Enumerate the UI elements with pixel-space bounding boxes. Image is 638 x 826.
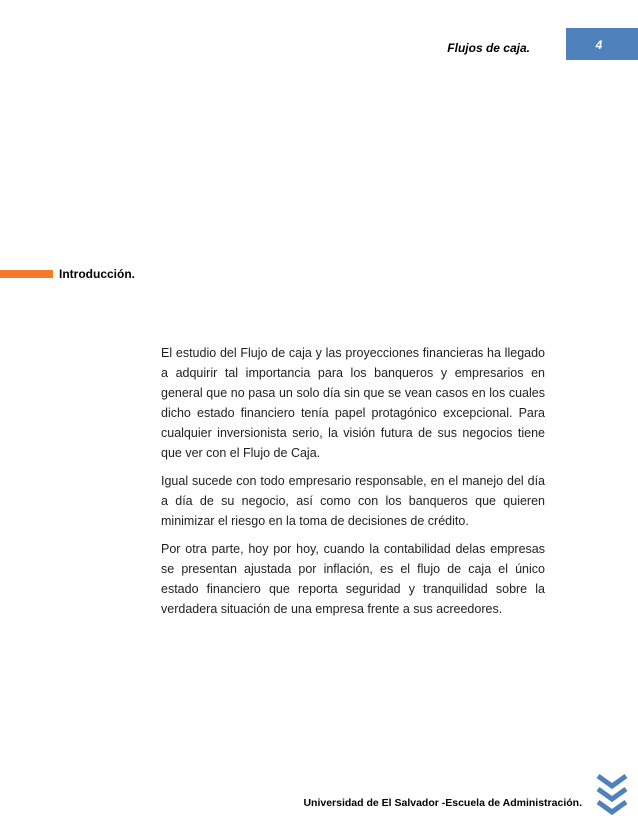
header-title: Flujos de caja. <box>447 41 530 55</box>
paragraph-3: Por otra parte, hoy por hoy, cuando la contabilidad delas empresas se presentan ajustada por inflación, es el flujo de caja el único estado financiero que reporta seguridad y tranquilidad sobre la verdadera situación de una empresa frente a sus acreedores. <box>161 542 545 616</box>
triple-chevron-down-icon <box>594 772 630 818</box>
footer-text: Universidad de El Salvador -Escuela de Administración. <box>303 797 582 809</box>
paragraph-1: El estudio del Flujo de caja y las proyecciones financieras ha llegado a adquirir tal importancia para los banqueros y empresarios en general que no pasa un solo día sin que se vean casos en los cuales dicho estado financiero tenía papel protagónico excepcional. Para cualquier inversionista serio, la visión futura de sus negocios tiene que ver con el Flujo de Caja. <box>161 346 545 460</box>
page-number-box <box>566 28 638 60</box>
section-accent-bar <box>0 270 53 278</box>
body-text <box>161 343 545 627</box>
section-title: Introducción. <box>59 267 135 281</box>
paragraph-2: Igual sucede con todo empresario responsable, en el manejo del día a día de su negocio, así como con los banqueros que quieren minimizar el riesgo en la toma de decisiones de crédito. <box>161 474 545 528</box>
page-number: 4 <box>595 38 603 52</box>
